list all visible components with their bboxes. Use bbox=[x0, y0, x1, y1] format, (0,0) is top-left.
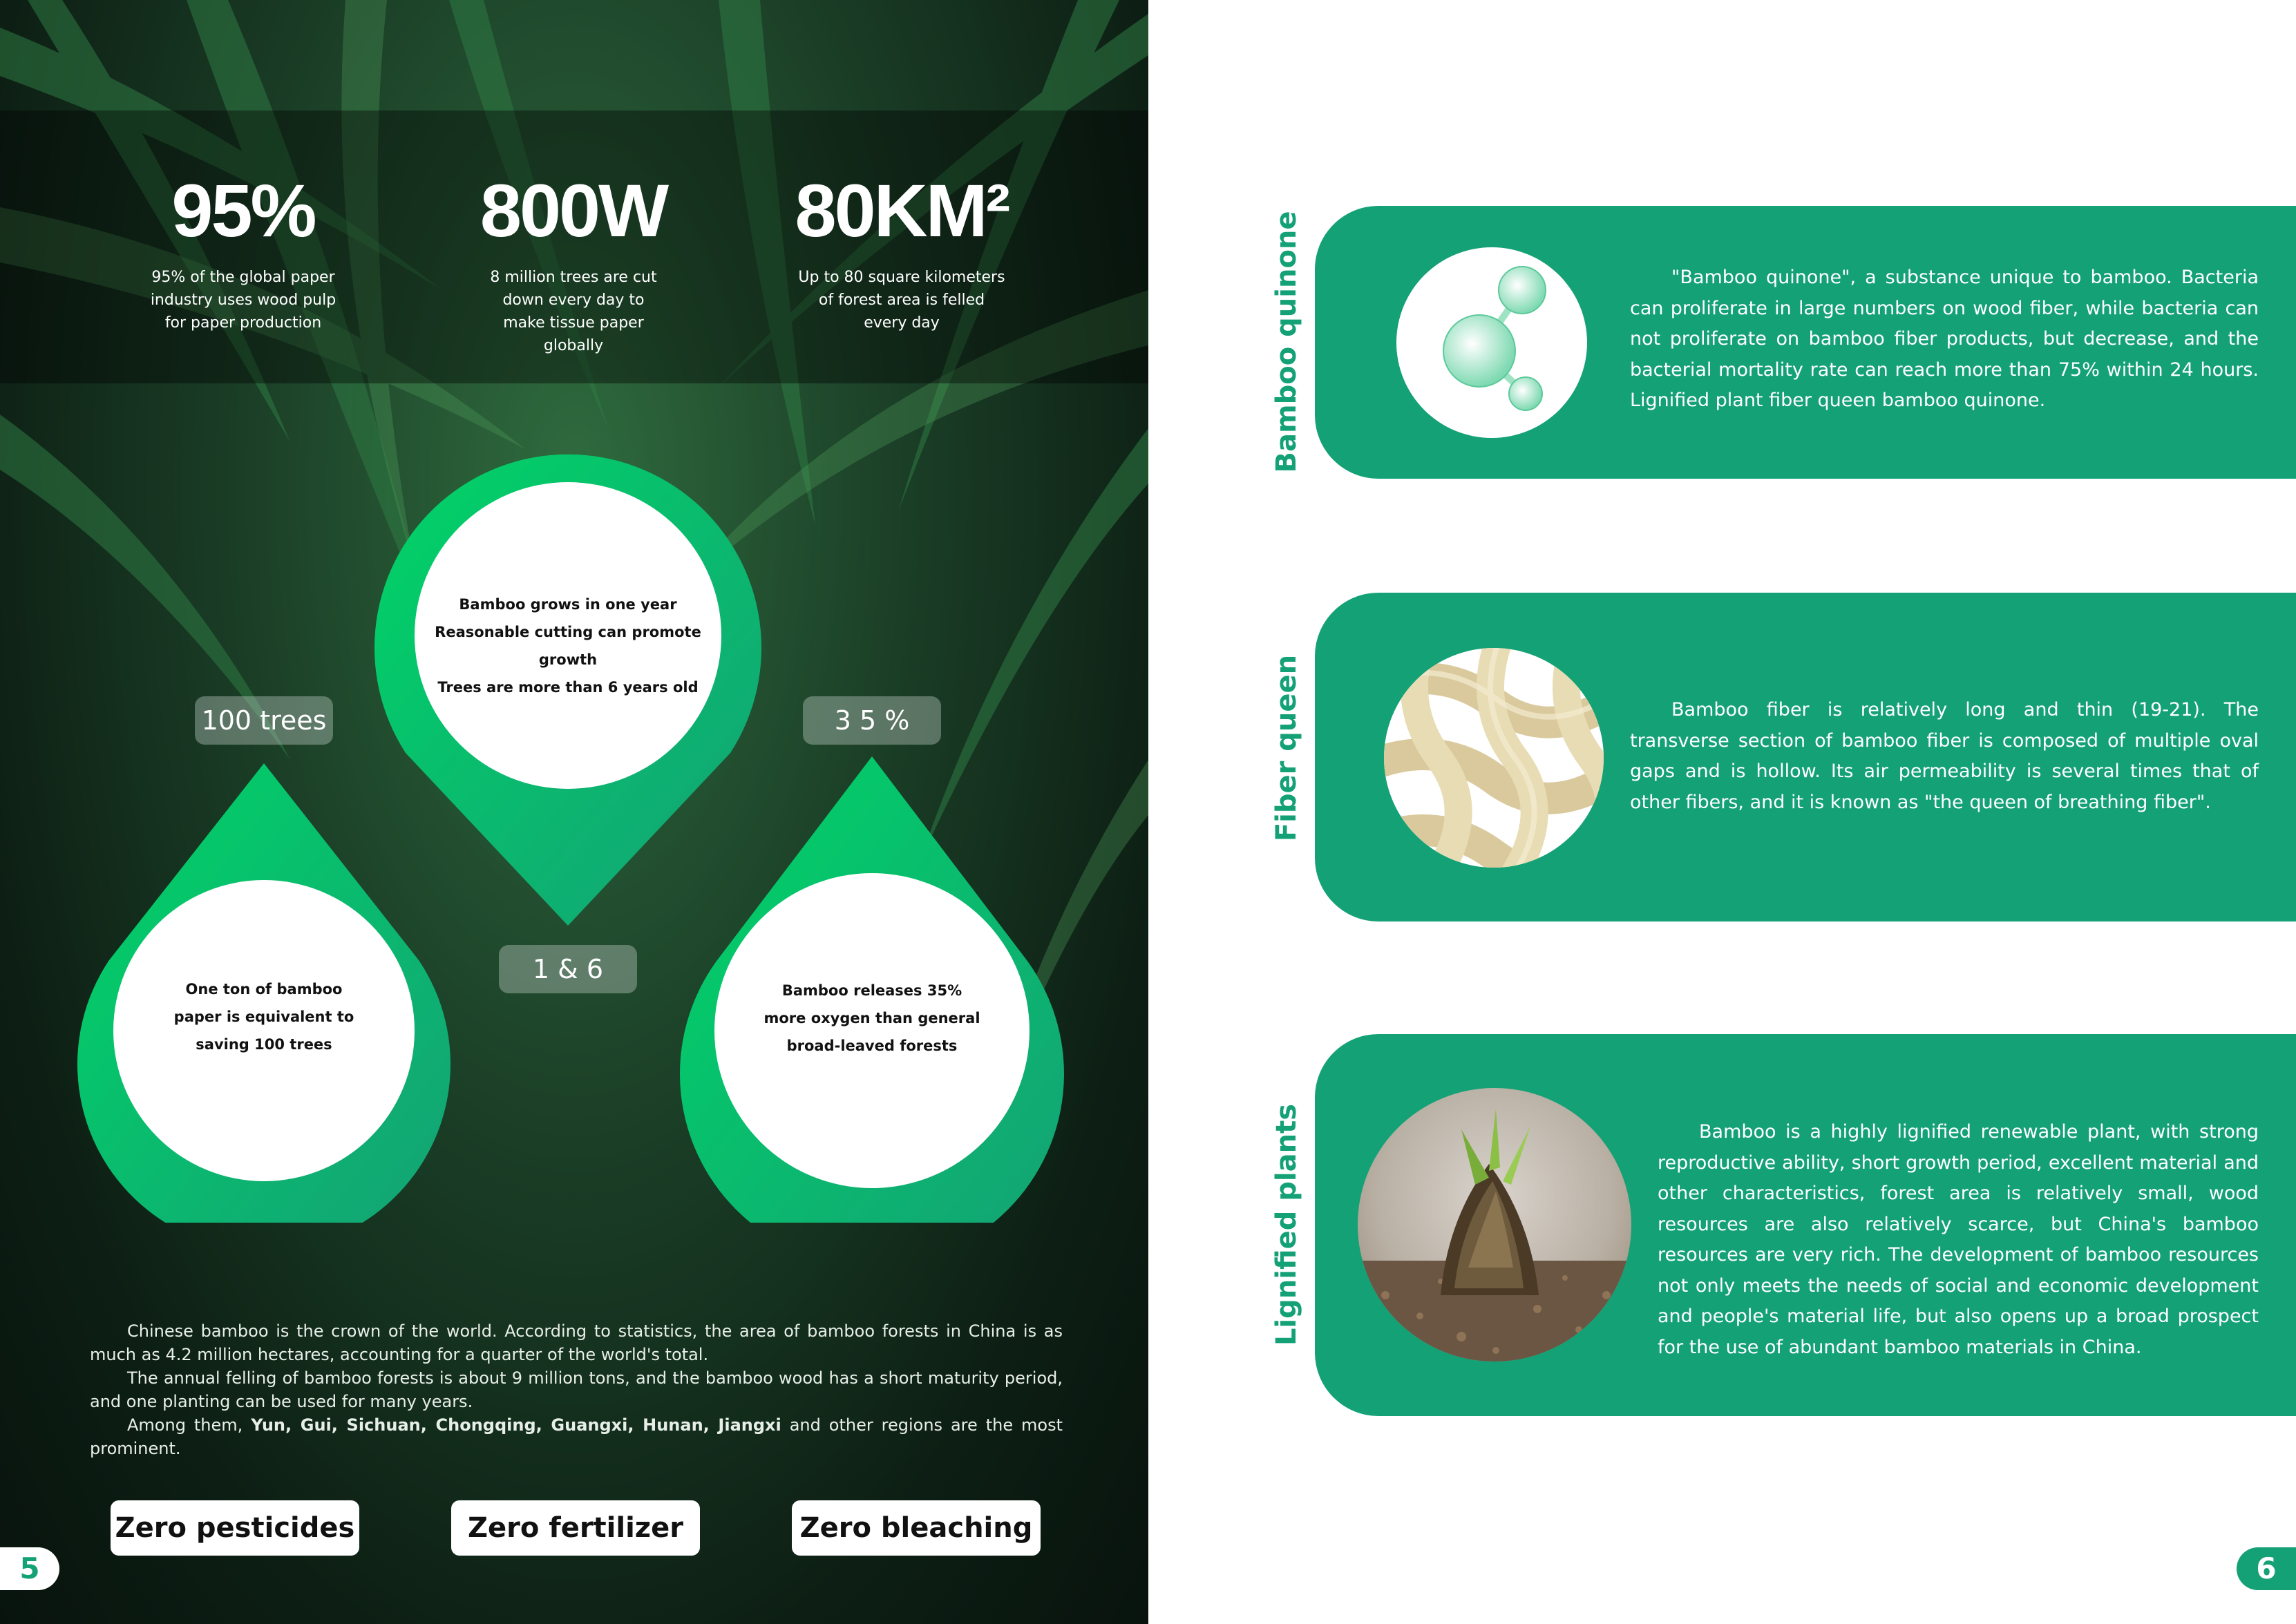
stat-value: 80KM² bbox=[795, 169, 1009, 252]
intro-paragraph: Chinese bamboo is the crown of the world. According to statistics, the area of bamboo forests in China is as much as 4.2 million hectares, accounting for a quarter of the world's total. bbox=[90, 1321, 1063, 1364]
stat-desc: 95% of the global paper industry uses wood pulp for paper production bbox=[150, 269, 336, 332]
stat-value: 800W bbox=[480, 169, 667, 252]
fiber-weave-icon bbox=[1384, 648, 1604, 868]
card-text bbox=[1630, 262, 2259, 417]
stat-wood-pulp bbox=[91, 166, 395, 334]
card-paragraph: Bamboo is a highly lignified renewable plant, with strong reproductive ability, short growth period, excellent material and other characteristics, forest area is relatively small, wood resources are also relatively scarce, but China's bamboo resources are very rich. The development of bamboo resources not only meets the needs of social and economic development and people's material life, but also opens up a broad prospect for the use of abundant bamboo materials in China. bbox=[1658, 1121, 2259, 1358]
stat-desc: 8 million trees are cut down every day to make tissue paper globally bbox=[490, 269, 657, 354]
molecule-icon bbox=[1396, 247, 1587, 438]
drop-growth-text: Bamboo grows in one year Reasonable cutting can promote growth Trees are more than 6 years old bbox=[435, 596, 701, 696]
tag-zero-fertilizer: Zero fertilizer bbox=[451, 1500, 700, 1556]
intro-paragraphs bbox=[90, 1319, 1063, 1460]
page-number-right: 6 bbox=[2237, 1547, 2296, 1590]
card-paragraph: "Bamboo quinone", a substance unique to bamboo. Bacteria can proliferate in large numbers on wood fiber, while bacteria can not proliferate on bamboo fiber products, but decrease, and the bacterial mortality rate can reach more than 75% within 24 hours. Lignified plant fiber queen bamboo quinone. bbox=[1630, 267, 2259, 411]
card-label-text: Fiber queen bbox=[1271, 654, 1302, 842]
stat-forest-area bbox=[750, 166, 1054, 334]
pill-35-percent: 3 5 % bbox=[803, 696, 941, 745]
tag-zero-bleaching: Zero bleaching bbox=[792, 1500, 1041, 1556]
page-number-left: 5 bbox=[0, 1547, 59, 1590]
drop-oxygen-text: Bamboo releases 35% more oxygen than general broad-leaved forests bbox=[763, 982, 980, 1054]
intro-paragraph: The annual felling of bamboo forests is about 9 million tons, and the bamboo wood has a short maturity period, and one planting can be used for many years. bbox=[90, 1368, 1063, 1411]
drop-trees-text: One ton of bamboo paper is equivalent to saving 100 trees bbox=[173, 981, 354, 1053]
intro-paragraph-regions bbox=[90, 1413, 1063, 1460]
intro-regions-before: Among them, bbox=[127, 1415, 252, 1435]
stat-desc: Up to 80 square kilometers of forest area is felled every day bbox=[798, 269, 1005, 332]
bamboo-shoot-icon bbox=[1358, 1088, 1631, 1362]
stat-value: 95% bbox=[171, 169, 315, 252]
card-label-text: Lignified plants bbox=[1271, 1103, 1302, 1346]
card-bamboo-quinone bbox=[1315, 206, 2296, 479]
stat-trees-cut bbox=[421, 166, 725, 357]
card-label-text: Bamboo quinone bbox=[1271, 211, 1302, 473]
intro-regions-after: and other regions are the most prominent. bbox=[90, 1415, 1063, 1458]
card-paragraph: Bamboo fiber is relatively long and thin (19-21). The transverse section of bamboo fiber is composed of multiple oval gaps and is hollow. Its air permeability is several times that of other fibers, and it is known as "the queen of breathing fiber". bbox=[1630, 699, 2259, 813]
card-text bbox=[1630, 695, 2259, 818]
pill-100-trees: 100 trees bbox=[195, 696, 333, 745]
card-text bbox=[1658, 1117, 2259, 1363]
tag-zero-pesticides: Zero pesticides bbox=[111, 1500, 359, 1556]
intro-regions-list: Yun, Gui, Sichuan, Chongqing, Guangxi, Hunan, Jiangxi bbox=[251, 1415, 781, 1435]
card-fiber-queen bbox=[1315, 593, 2296, 921]
pill-1-and-6: 1 & 6 bbox=[499, 945, 637, 993]
card-lignified-plants bbox=[1315, 1034, 2296, 1416]
